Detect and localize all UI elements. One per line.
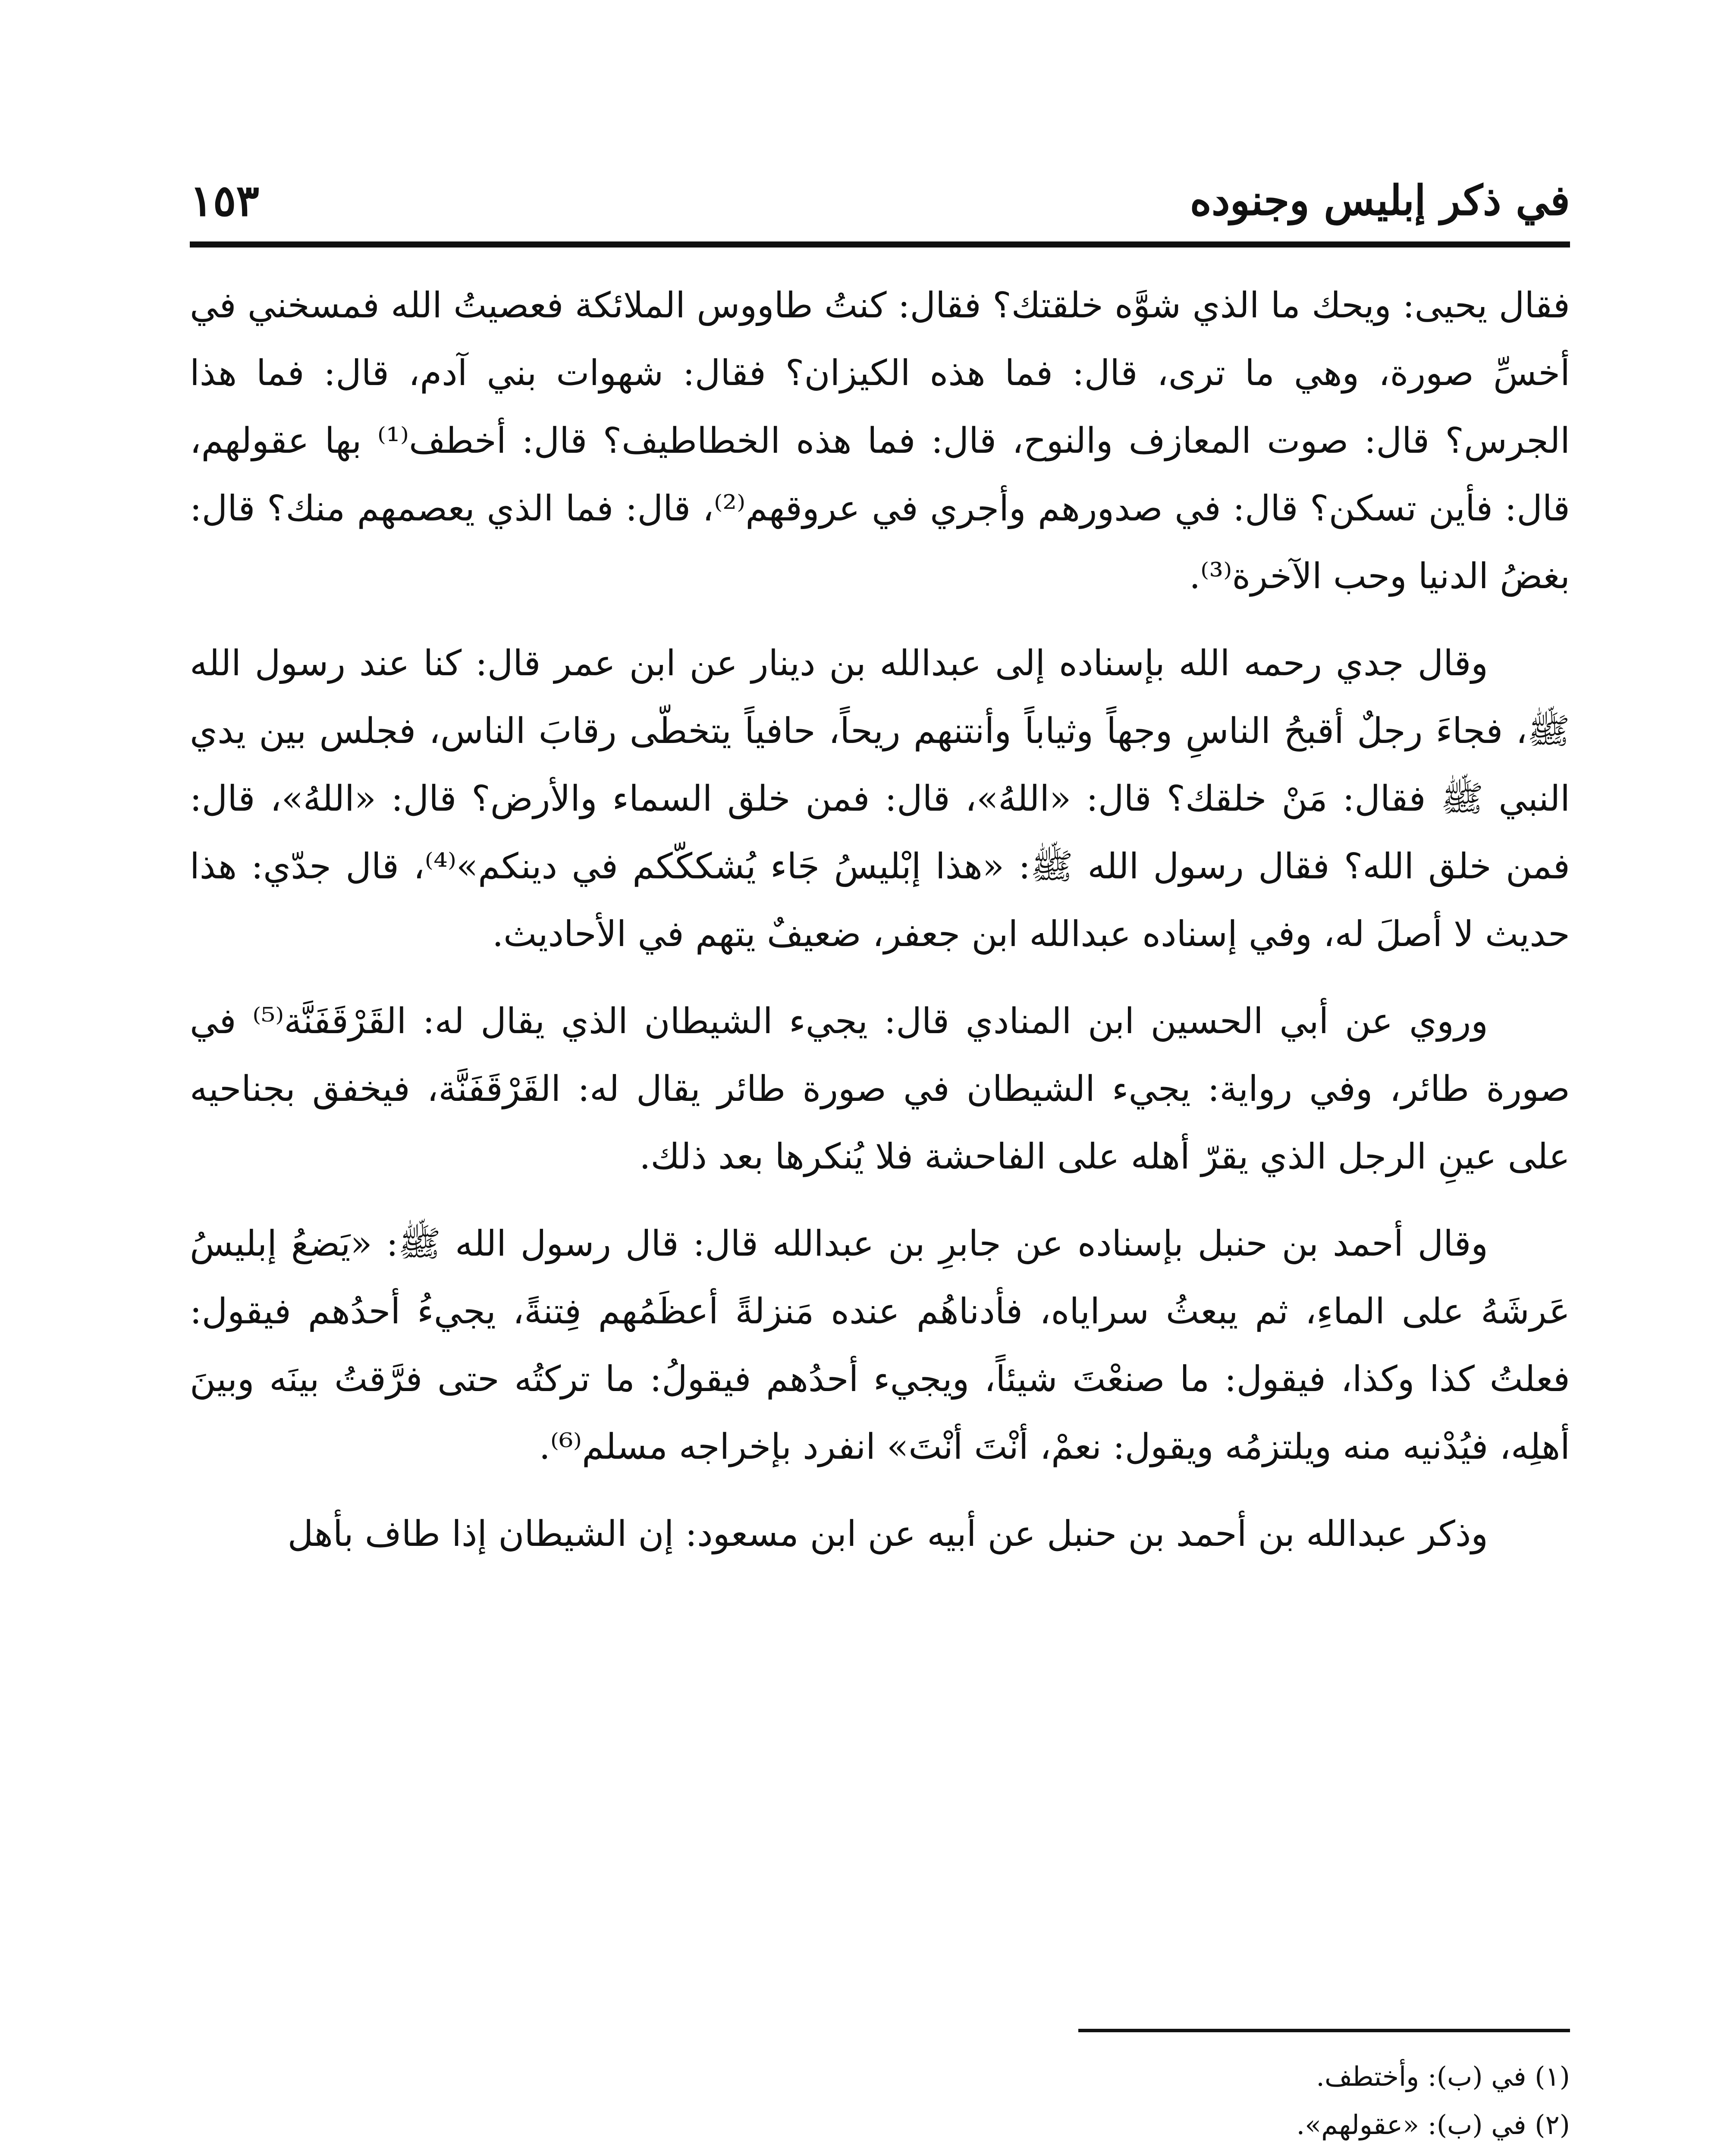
footnotes xyxy=(190,2053,1570,2156)
body-text xyxy=(190,272,1570,1587)
paragraph-2: وقال جدي رحمه الله بإسناده إلى عبدالله بن دينار عن ابن عمر قال: كنا عند رسول الله ﷺ، فجاءَ رجلٌ أقبحُ الناسِ وجهاً وثياباً وأنتنهم ريحاً، حافياً يتخطّى رقابَ الناس، فجلس بين يدي النبي ﷺ فقال: مَنْ خلقك؟ قال: «اللهُ»، قال: فمن خلق السماء والأرض؟ قال: «اللهُ»، قال: فمن خلق الله؟ فقال رسول الله ﷺ: «هذا إبْليسُ جَاء يُشككّكم في دينكم»⁽⁴⁾، قال جدّي: هذا حديث لا أصلَ له، وفي إسناده عبدالله ابن جعفر، ضعيفٌ يتهم في الأحاديث. xyxy=(190,643,1570,955)
running-title: في ذكر إبليس وجنوده xyxy=(1190,176,1570,225)
paragraph-4: وقال أحمد بن حنبل بإسناده عن جابرِ بن عبدالله قال: قال رسول الله ﷺ: «يَضعُ إبليسُ عَرشَهُ على الماءِ، ثم يبعثُ سراياه، فأدناهُم عنده مَنزلةً أعظَمُهم فِتنةً، يجيءُ أحدُهم فيقول: فعلتُ كذا وكذا، فيقول: ما صنعْتَ شيئاً، ويجيء أحدُهم فيقولُ: ما تركتُه حتى فرَّقتُ بينَه وبينَ أهلِه، فيُدْنيه منه ويلتزمُه ويقول: نعمْ، أنْتَ أنْتَ» انفرد بإخراجه مسلم⁽⁶⁾. xyxy=(190,1223,1570,1467)
footnote-1: (١) في (ب): وأختطف. xyxy=(1316,2061,1570,2092)
page-number: ١٥٣ xyxy=(190,175,260,226)
paragraph-5: وذكر عبدالله بن أحمد بن حنبل عن أبيه عن ابن مسعود: إن الشيطان إذا طاف بأهل xyxy=(287,1514,1488,1554)
paragraph-3: وروي عن أبي الحسين ابن المنادي قال: يجيء الشيطان الذي يقال له: القَرْقَفَنَّة⁽⁵⁾ في صورة طائر، وفي رواية: يجيء الشيطان في صورة طائر يقال له: القَرْقَفَنَّة، فيخفق بجناحيه على عينِ الرجل الذي يقرّ أهله على الفاحشة فلا يُنكرها بعد ذلك. xyxy=(190,1001,1570,1177)
footnote-2: (٢) في (ب): «عقولهم». xyxy=(1296,2109,1570,2140)
page-header xyxy=(190,164,1570,237)
footnote-separator xyxy=(1078,2029,1570,2032)
footnote-3 xyxy=(190,2149,1570,2156)
paragraph-1: فقال يحيى: ويحك ما الذي شوَّه خلقتك؟ فقال: كنتُ طاووس الملائكة فعصيتُ الله فمسخني في أخسِّ صورة، وهي ما ترى، قال: فما هذه الكيزان؟ فقال: شهوات بني آدم، قال: فما هذا الجرس؟ قال: صوت المعازف والنوح، قال: فما هذه الخطاطيف؟ قال: أخطف⁽¹⁾ بها عقولهم، قال: فأين تسكن؟ قال: في صدورهم وأجري في عروقهم⁽²⁾، قال: فما الذي يعصمهم منك؟ قال: بغضُ الدنيا وحب الآخرة⁽³⁾. xyxy=(190,285,1570,597)
header-rule xyxy=(190,241,1570,248)
